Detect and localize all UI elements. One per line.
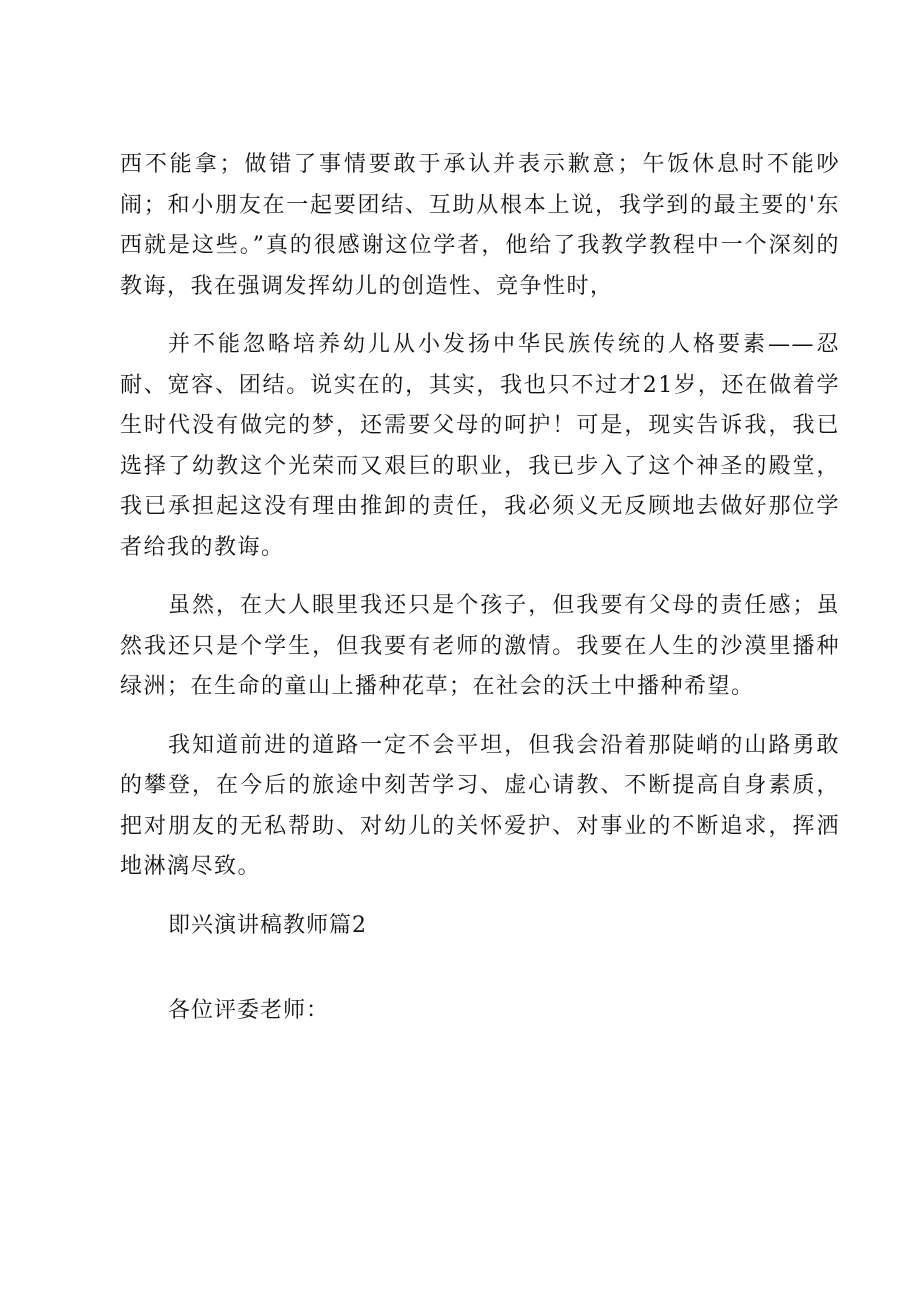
salutation: 各位评委老师： — [168, 998, 330, 1023]
paragraph-3: 虽然，在大人眼里我还只是个孩子，但我要有父母的责任感；虽然我还只是个学生，但我要有老师的激情。我要在人生的沙漠里播种绿洲；在生命的童山上播种花草；在社会的沃土中播种希望。 — [120, 593, 840, 699]
document-body — [120, 145, 840, 1032]
paragraph-2: 并不能忽略培养幼儿从小发扬中华民族传统的人格要素——忍耐、宽容、团结。说实在的，其实，我也只不过才21岁，还在做着学生时代没有做完的梦，还需要父母的呵护！可是，现实告诉我，我已选择了幼教这个光荣而又艰巨的职业，我已步入了这个神圣的殿堂，我已承担起这没有理由推卸的责任，我必须义无反顾地去做好那位学者给我的教诲。 — [120, 332, 840, 560]
section-heading: 即兴演讲稿教师篇2 — [168, 912, 367, 938]
paragraph-4: 我知道前进的道路一定不会平坦，但我会沿着那陡峭的山路勇敢的攀登，在今后的旅途中刻苦学习、虚心请教、不断提高自身素质，把对朋友的无私帮助、对幼儿的关怀爱护、对事业的不断追求，挥洒地淋漓尽致。 — [120, 732, 840, 879]
paragraph-1: 西不能拿；做错了事情要敢于承认并表示歉意；午饭休息时不能吵闹；和小朋友在一起要团结、互助从根本上说，我学到的最主要的'东西就是这些。”真的很感谢这位学者，他给了我教学教程中一个深刻的教诲，我在强调发挥幼儿的创造性、竞争性时， — [120, 152, 840, 299]
